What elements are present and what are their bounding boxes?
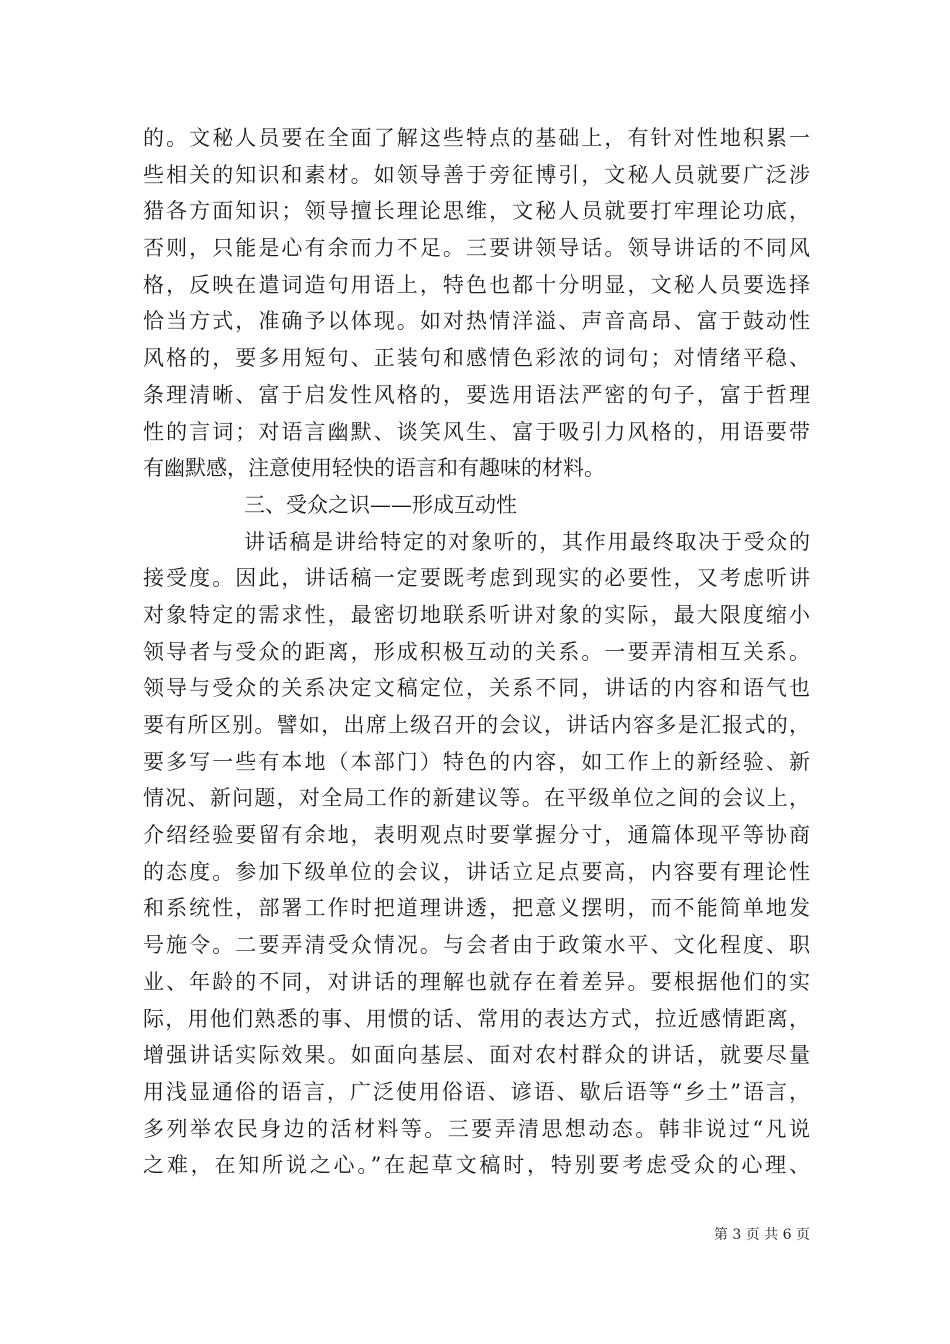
text-line: 格，反映在遣词造句用语上，特色也都十分明显，文秘人员要选择 bbox=[143, 272, 810, 297]
text-line: 用浅显通俗的语言，广泛使用俗语、谚语、歇后语等“乡土”语言， bbox=[143, 1079, 810, 1104]
text-line: 和系统性，部署工作时把道理讲透，把意义摆明，而不能简单地发 bbox=[143, 896, 810, 921]
body-text bbox=[143, 120, 810, 1184]
text-line: 条理清晰、富于启发性风格的，要选用语法严密的句子，富于哲理 bbox=[143, 382, 810, 407]
text-line: 之难，在知所说之心。”在起草文稿时，特别要考虑受众的心理、 bbox=[143, 1153, 810, 1178]
text-line: 业、年龄的不同，对讲话的理解也就存在着差异。要根据他们的实 bbox=[143, 969, 810, 994]
text-line: 要多写一些有本地（本部门）特色的内容，如工作上的新经验、新 bbox=[143, 749, 810, 774]
text-line: 恰当方式，准确予以体现。如对热情洋溢、声音高昂、富于鼓动性 bbox=[143, 309, 810, 334]
text-line: 些相关的知识和素材。如领导善于旁征博引，文秘人员就要广泛涉 bbox=[143, 162, 810, 187]
text-line: 的态度。参加下级单位的会议，讲话立足点要高，内容要有理论性 bbox=[143, 859, 810, 884]
text-line: 讲话稿是讲给特定的对象听的，其作用最终取决于受众的 bbox=[244, 529, 810, 554]
text-line: 对象特定的需求性，最密切地联系听讲对象的实际，最大限度缩小 bbox=[143, 602, 810, 627]
page-number: 第 3 页 共 6 页 bbox=[713, 1227, 810, 1243]
text-line: 否则，只能是心有余而力不足。三要讲领导话。领导讲话的不同风 bbox=[143, 236, 810, 261]
text-line: 猎各方面知识；领导擅长理论思维，文秘人员就要打牢理论功底， bbox=[143, 199, 810, 224]
text-line: 的。文秘人员要在全面了解这些特点的基础上，有针对性地积累一 bbox=[143, 126, 810, 150]
text-line: 情况、新问题，对全局工作的新建议等。在平级单位之间的会议上， bbox=[143, 786, 810, 811]
text-line: 际，用他们熟悉的事、用惯的话、常用的表达方式，拉近感情距离， bbox=[143, 1006, 810, 1031]
text-line: 号施令。二要弄清受众情况。与会者由于政策水平、文化程度、职 bbox=[143, 933, 810, 958]
text-line: 接受度。因此，讲话稿一定要既考虑到现实的必要性，又考虑听讲 bbox=[143, 566, 810, 591]
text-line: 风格的，要多用短句、正装句和感情色彩浓的词句；对情绪平稳、 bbox=[143, 346, 810, 371]
text-line: 有幽默感，注意使用轻快的语言和有趣味的材料。 bbox=[143, 456, 605, 481]
text-line: 领导与受众的关系决定文稿定位，关系不同，讲话的内容和语气也 bbox=[143, 676, 810, 701]
text-line: 要有所区别。譬如，出席上级召开的会议，讲话内容多是汇报式的， bbox=[143, 713, 810, 737]
text-line: 介绍经验要留有余地，表明观点时要掌握分寸，通篇体现平等协商 bbox=[143, 823, 810, 848]
text-line: 领导者与受众的距离，形成积极互动的关系。一要弄清相互关系。 bbox=[143, 639, 810, 664]
text-line: 多列举农民身边的活材料等。三要弄清思想动态。韩非说过“凡说 bbox=[143, 1116, 810, 1141]
section-heading: 三、受众之识——形成互动性 bbox=[244, 492, 517, 517]
text-line: 性的言词；对语言幽默、谈笑风生、富于吸引力风格的，用语要带 bbox=[143, 419, 810, 444]
text-line: 增强讲话实际效果。如面向基层、面对农村群众的讲话，就要尽量 bbox=[143, 1043, 810, 1068]
